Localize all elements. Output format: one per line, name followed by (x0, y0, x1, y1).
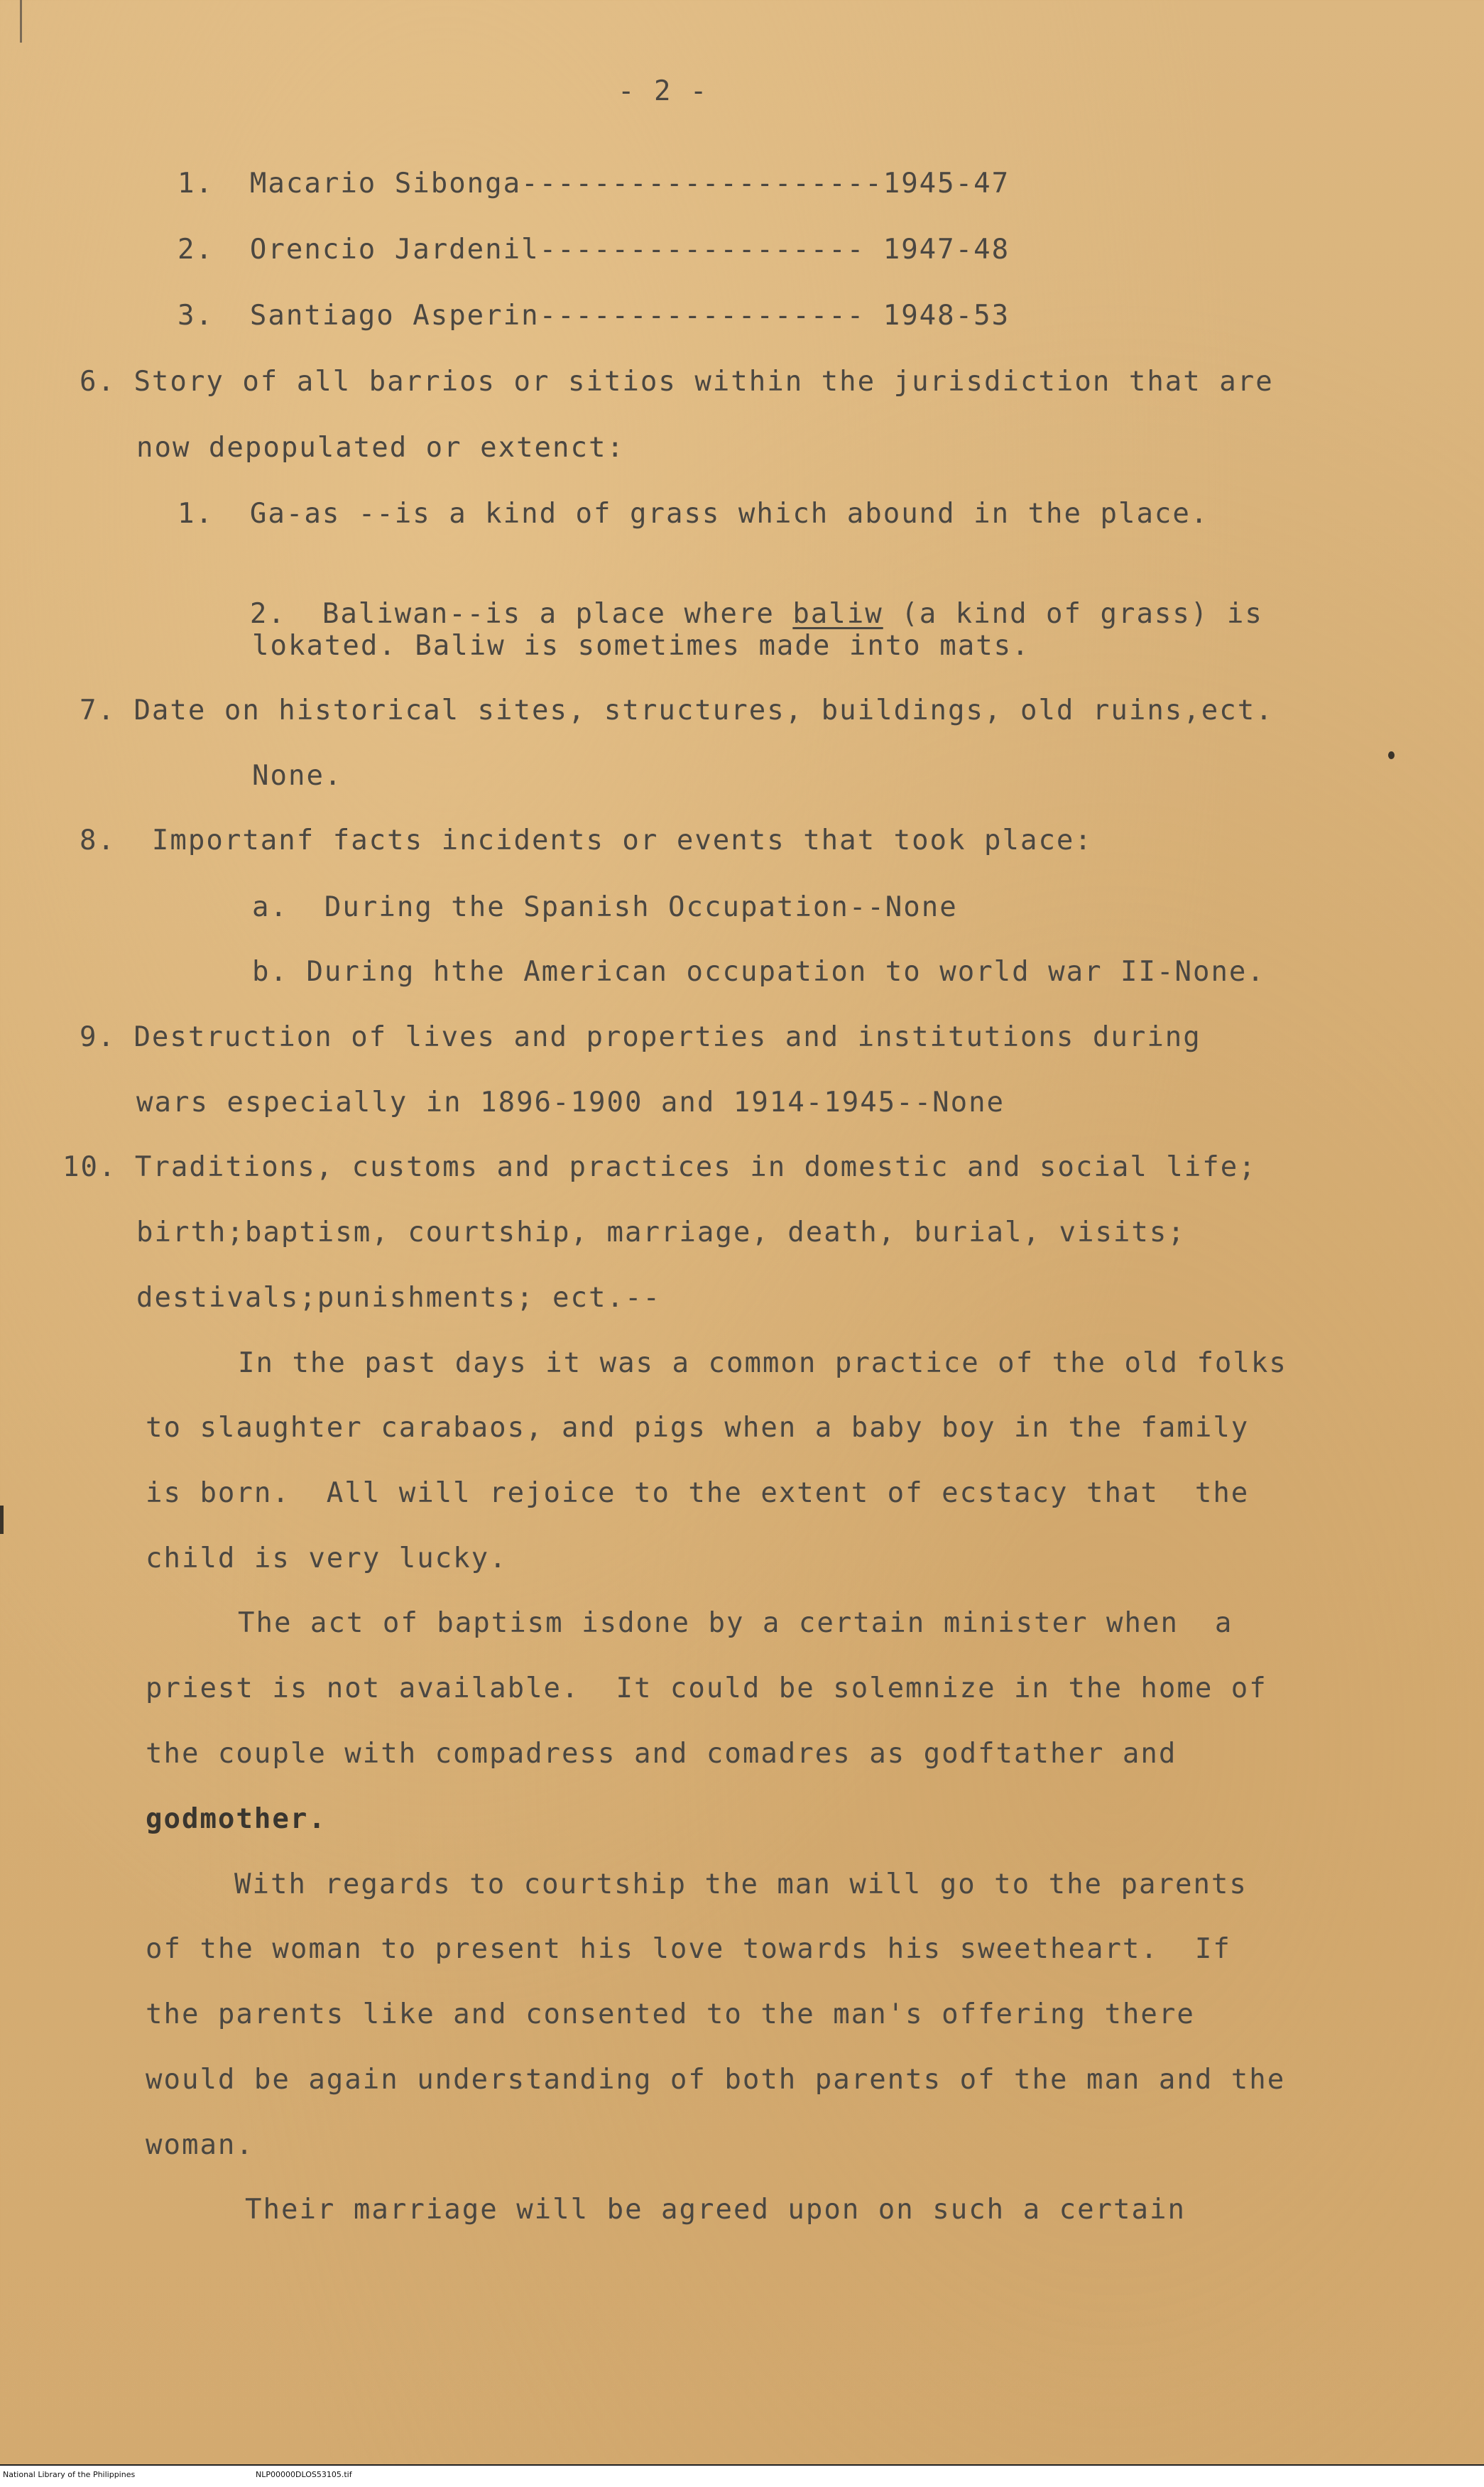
text-line: In the past days it was a common practice of the old folks (238, 1347, 1287, 1379)
text-line: 7. Date on historical sites, structures, buildings, old ruins,ect. (80, 695, 1274, 726)
text-line: 1. Ga-as --is a kind of grass which abound in the place. (178, 498, 1209, 530)
page-number: - 2 - (618, 75, 709, 107)
text-line: The act of baptism isdone by a certain minister when a (238, 1607, 1233, 1639)
text-line: With regards to courtship the man will go to the parents (234, 1868, 1248, 1900)
text-segment: 2. Baliwan--is a place where (249, 598, 793, 630)
text-line: 9. Destruction of lives and properties and institutions during (80, 1021, 1201, 1053)
text-line: birth;baptism, courtship, marriage, death, burial, visits; (136, 1217, 1186, 1248)
text-line: woman. (146, 2129, 254, 2161)
text-line: child is very lucky. (146, 1542, 508, 1574)
text-line: priest is not available. It could be solemnize in the home of (146, 1672, 1267, 1704)
text-line: godmother. (146, 1803, 327, 1835)
text-line: now depopulated or extenct: (136, 432, 625, 464)
footer-filename: NLP00000DLOS53105.tif (256, 2470, 352, 2479)
text-line: destivals;punishments; ect.-- (136, 1282, 661, 1314)
text-line: to slaughter carabaos, and pigs when a baby boy in the family (146, 1412, 1250, 1444)
text-line: 1. Macario Sibonga--------------------1945-47 (178, 168, 1010, 200)
text-line: 10. Traditions, customs and practices in domestic and social life; (62, 1151, 1257, 1183)
text-line: is born. All will rejoice to the extent of ecstacy that the (146, 1477, 1250, 1509)
text-line: the couple with compadress and comadres as godftather and (146, 1738, 1177, 1770)
ink-speck (1388, 751, 1395, 759)
scan-footer (0, 2464, 1484, 2487)
text-line: lokated. Baliw is sometimes made into mats. (252, 630, 1030, 662)
text-line: would be again understanding of both parents of the man and the (146, 2064, 1286, 2096)
text-line: a. During the Spanish Occupation--None (252, 891, 958, 923)
footer-source: National Library of the Philippines (3, 2470, 136, 2479)
text-line: 6. Story of all barrios or sitios within the jurisdiction that are (80, 366, 1274, 398)
underlined-word: baliw (792, 598, 883, 630)
text-segment: (a kind of grass) is (883, 598, 1263, 630)
text-line: of the woman to present his love towards his sweetheart. If (146, 1933, 1231, 1965)
text-line: None. (252, 760, 343, 792)
text-line: 2. Orencio Jardenil------------------ 1947-48 (178, 234, 1010, 266)
text-line: Their marriage will be agreed upon on such a certain (245, 2194, 1186, 2226)
text-line: b. During hthe American occupation to world war II-None. (252, 956, 1265, 988)
text-line: 3. Santiago Asperin------------------ 1948-53 (178, 300, 1010, 332)
text-line: 8. Importanf facts incidents or events that took place: (80, 825, 1093, 856)
margin-mark (0, 1506, 4, 1534)
text-line: the parents like and consented to the man's offering there (146, 1998, 1195, 2030)
margin-mark (20, 0, 22, 43)
text-line: wars especially in 1896-1900 and 1914-1945--None (136, 1087, 1005, 1119)
